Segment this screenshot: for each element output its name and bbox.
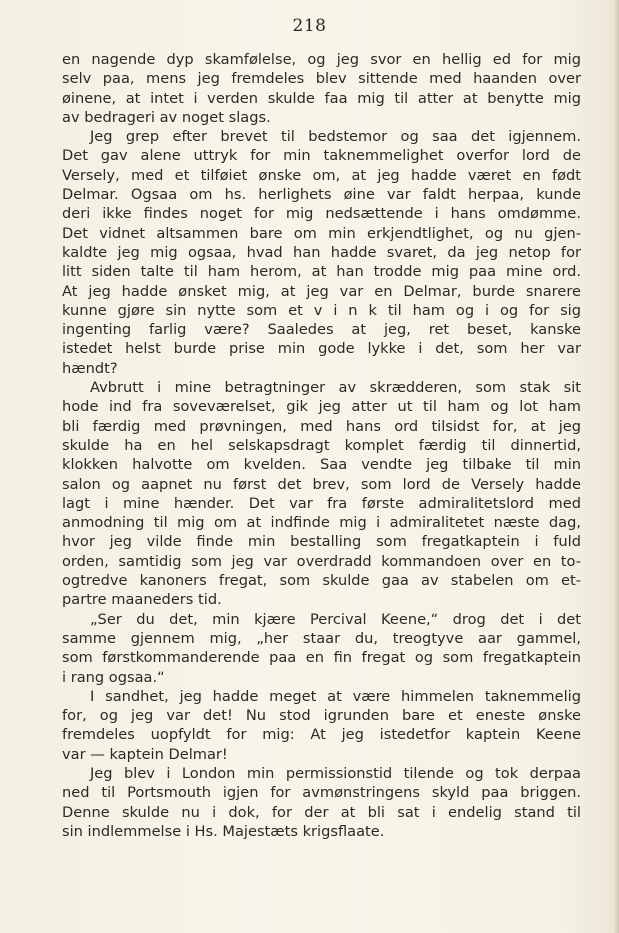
text-line: for, og jeg var det! Nu stod igrunden bare et eneste ønske (62, 707, 581, 725)
text-line: av bedrageri av noget slags. (62, 108, 271, 126)
text-line: selv paa, mens jeg fremdeles blev sittende med haanden over (62, 70, 581, 88)
text-line: som førstkommanderende paa en fin fregat og som fregatkaptein (62, 649, 581, 667)
text-line: ingenting farlig være? Saaledes at jeg, ret beset, kanske (62, 321, 581, 339)
text-line: partre maaneders tid. (62, 591, 222, 609)
text-line: istedet helst burde prise min gode lykke i det, som her var (62, 340, 581, 358)
text-line: ned til Portsmouth igjen for avmønstringens skyld paa briggen. (62, 784, 581, 802)
paragraph-start-line: Jeg grep efter brevet til bedstemor og saa det igjennem. (90, 128, 581, 146)
text-line: Det vidnet altsammen bare om min erkjendtlighet, og nu gjen- (62, 224, 581, 242)
text-line: en nagende dyp skamfølelse, og jeg svor en hellig ed for mig (62, 51, 581, 68)
text-line: Det gav alene uttryk for min taknemmelighet overfor lord de (62, 147, 581, 165)
text-line: orden, samtidig som jeg var overdradd kommandoen over en to- (62, 552, 581, 570)
paragraph-start-line: Avbrutt i mine betragtninger av skrædderen, som stak sit (90, 379, 581, 397)
text-line: litt siden talte til ham herom, at han trodde mig paa mine ord. (62, 263, 581, 281)
text-line: kaldte jeg mig ogsaa, hvad han hadde svaret, da jeg netop for (62, 243, 581, 261)
text-line: kunne gjøre sin nytte som et v i n k til ham og i og for sig (62, 301, 581, 319)
text-line: salon og aapnet nu først det brev, som lord de Versely hadde (62, 475, 581, 493)
paragraph-start-line: I sandhet, jeg hadde meget at være himmelen taknemmelig (90, 687, 581, 705)
text-line: ogtredve kanoners fregat, som skulde gaa av stabelen om et- (62, 572, 581, 590)
text-line: samme gjennem mig, „her staar du, treogtyve aar gammel, (62, 629, 581, 647)
text-line: Delmar. Ogsaa om hs. herlighets øine var faldt herpaa, kunde (62, 186, 581, 204)
text-line: At jeg hadde ønsket mig, at jeg var en Delmar, burde snarere (62, 282, 581, 300)
text-line: lagt i mine hænder. Det var fra første admiralitetslord med (62, 494, 581, 512)
text-line: var — kaptein Delmar! (62, 745, 228, 763)
body-text (62, 50, 581, 841)
text-line: hvor jeg vilde finde min bestalling som fregatkaptein i fuld (62, 533, 581, 551)
text-line: anmodning til mig om at indfinde mig i admiralitetet næste dag, (62, 514, 581, 532)
text-line: fremdeles uopfyldt for mig: At jeg istedetfor kaptein Keene (62, 726, 581, 744)
text-line: Denne skulde nu i dok, for der at bli sat i endelig stand til (62, 803, 581, 821)
text-line: øinene, at intet i verden skulde faa mig til atter at benytte mig (62, 89, 581, 107)
text-line: Versely, med et tilføiet ønske om, at jeg hadde været en født (62, 166, 581, 184)
paragraph-start-line: „Ser du det, min kjære Percival Keene,“ drog det i det (90, 610, 581, 628)
text-line: sin indlemmelse i Hs. Majestæts krigsflaate. (62, 822, 385, 840)
page-edge-shadow (613, 0, 619, 933)
paragraph-start-line: Jeg blev i London min permissionstid tilende og tok derpaa (90, 764, 581, 782)
page-number: 218 (292, 16, 327, 36)
text-line: deri ikke findes noget for mig nedsættende i hans omdømme. (62, 205, 581, 223)
text-line: hændt? (62, 359, 118, 377)
text-line: i rang ogsaa.“ (62, 668, 165, 686)
text-line: hode ind fra soveværelset, gik jeg atter ut til ham og lot ham (62, 398, 581, 416)
text-line: skulde ha en hel selskapsdragt komplet færdig til dinnertid, (62, 436, 581, 454)
text-line: bli færdig med prøvningen, med hans ord tilsidst for, at jeg (62, 417, 581, 435)
text-line: klokken halvotte om kvelden. Saa vendte jeg tilbake til min (62, 456, 581, 474)
